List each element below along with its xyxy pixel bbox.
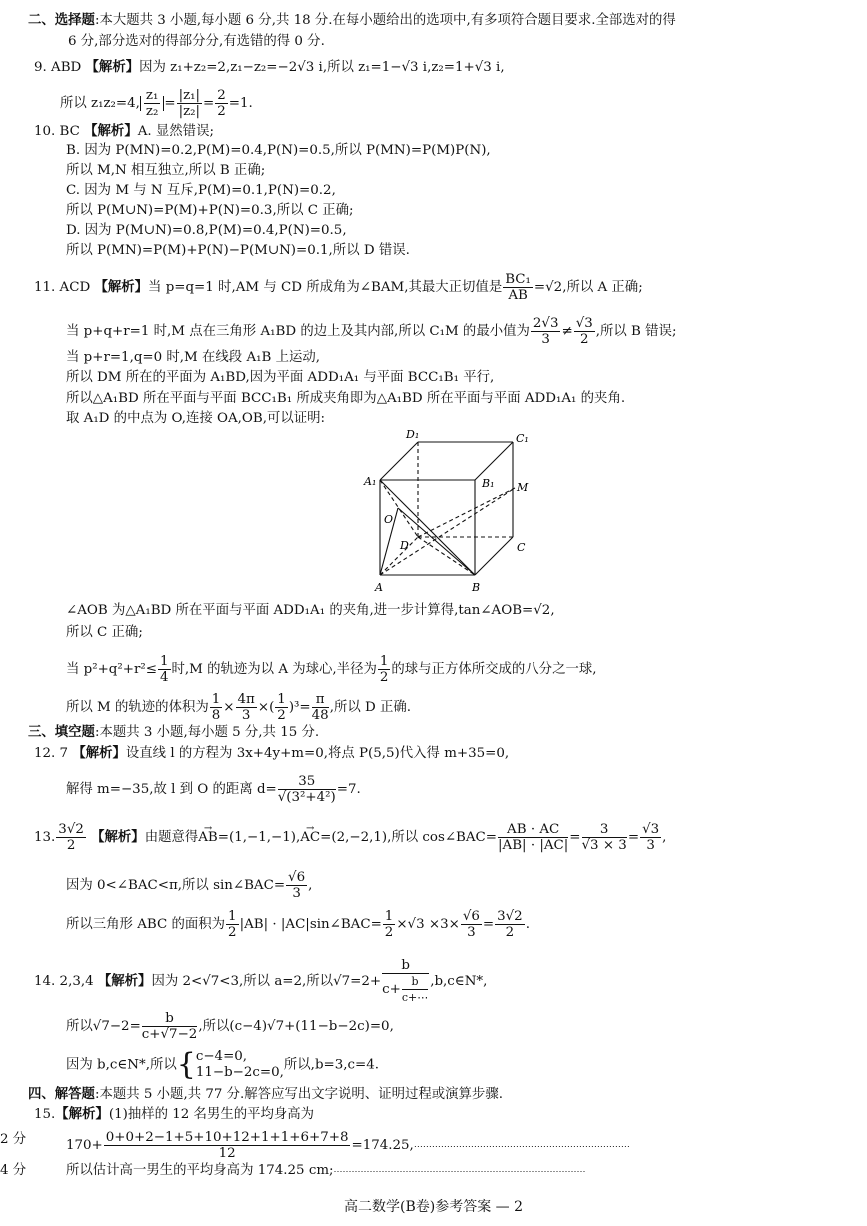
q11-line-2: 当 p+q+r=1 时,M 点在三角形 A₁BD 的边上及其内部,所以 C₁M 的最小值为 $\frac{2√3}{3}$ ≠ $\frac{√3}{2}$ ,所以 B 错误; <box>66 316 677 347</box>
section-2-desc: 6 分,部分选对的得部分分,有选错的得 0 分. <box>68 34 325 49</box>
label-a: A <box>375 581 383 594</box>
label-m: M <box>517 481 529 494</box>
q15-line-3: 所以估计高一男生的平均身高为 174.25 cm;⋯⋯⋯⋯⋯⋯⋯⋯⋯⋯⋯⋯⋯⋯⋯⋯⋯⋯⋯⋯⋯⋯⋯⋯⋯⋯⋯⋯ <box>66 1163 586 1178</box>
q15-score-1: 2 分 <box>0 1132 27 1147</box>
q12-line-2: 解得 m=−35,故 l 到 O 的距离 d= $\frac{35}{\text{√(3²+4²)}}$ =7. <box>66 774 361 805</box>
label-c1: C₁ <box>516 432 529 445</box>
label-c: C <box>517 541 526 554</box>
q13-line-3: 所以三角形 ABC 的面积为 $\frac{1}{2}$ |AB| · |AC|sin∠BAC= $\frac{1}{2}$ ×√3 ×3× $\frac{√6}{3}$ = $\frac{3√2}{2}$ . <box>66 909 530 940</box>
cube-figure <box>360 425 540 597</box>
q13-line-2: 因为 0<∠BAC<π,所以 sin∠BAC= $\frac{√6}{3}$ , <box>66 870 313 901</box>
q11-line-3: 当 p+r=1,q=0 时,M 在线段 A₁B 上运动, <box>66 350 321 365</box>
edge-a1-d1 <box>380 442 418 480</box>
q10-line-4: C. 因为 M 与 N 互斥,P(M)=0.1,P(N)=0.2, <box>66 183 336 198</box>
q10-line-1: 10. BC 【解析】A. 显然错误; <box>34 123 214 139</box>
q12-line-1: 12. 7 【解析】设直线 l 的方程为 3x+4y+m=0,将点 P(5,5)代入得 m+35=0, <box>34 745 510 761</box>
label-a1: A₁ <box>364 475 377 488</box>
q15-line-2: 170+ $\frac{0+0+2-1+5+10+12+1+1+6+7+8}{12}$ =174.25,⋯⋯⋯⋯⋯⋯⋯⋯⋯⋯⋯⋯⋯⋯⋯⋯⋯⋯⋯⋯⋯⋯⋯⋯ <box>66 1130 630 1161</box>
label-b1: B₁ <box>482 477 495 490</box>
section-2-header: 二、选择题:本大题共 3 小题,每小题 6 分,共 18 分.在每小题给出的选项中,有多项符合题目要求.全部选对的得 <box>28 12 676 28</box>
edge-a-d <box>380 537 418 575</box>
q10-line-7: 所以 P(MN)=P(M)+P(N)−P(M∪N)=0.1,所以 D 错误. <box>66 243 410 258</box>
q14-line-2: 所以√7−2= $\frac{b}{c+√7-2}$ ,所以(c−4)√7+(11−b−2c)=0, <box>66 1011 394 1042</box>
q11-line-5: 所以△A₁BD 所在平面与平面 BCC₁B₁ 所成夹角即为△A₁BD 所在平面与平面 ADD₁A₁ 的夹角. <box>66 391 626 406</box>
section-3-header: 三、填空题:本题共 3 小题,每小题 5 分,共 15 分. <box>28 724 320 740</box>
q11-line-6: 取 A₁D 的中点为 O,连接 OA,OB,可以证明: <box>66 411 326 426</box>
line-a-m <box>380 488 515 575</box>
q10-line-5: 所以 P(M∪N)=P(M)+P(N)=0.3,所以 C 正确; <box>66 203 354 218</box>
line-d-m <box>418 488 515 537</box>
q10-line-3: 所以 M,N 相互独立,所以 B 正确; <box>66 163 266 178</box>
label-d1: D₁ <box>406 428 420 441</box>
edge-d-b <box>418 537 475 575</box>
q14-line-3: 因为 b,c∈N*,所以{ c−4=0, 11−b−2c=0, 所以,b=3,c=4. <box>66 1047 380 1082</box>
line-o-b <box>398 508 475 575</box>
q11-line-1: 11. ACD 【解析】当 p=q=1 时,AM 与 CD 所成角为∠BAM,其最大正切值是 $\frac{\text{BC₁}}{AB}$ =√2,所以 A 正确; <box>34 272 643 303</box>
q9-line-1: 9. ABD 【解析】因为 z₁+z₂=2,z₁−z₂=−2√3 i,所以 z₁=1−√3 i,z₂=1+√3 i, <box>34 59 505 75</box>
edge-b-c <box>475 537 513 575</box>
q11-line-10: 所以 M 的轨迹的体积为 $\frac{1}{8}$ × $\frac{4\pi}{3}$ ×( $\frac{1}{2}$ )³= $\frac{\pi}{48}$ ,所以 D 正确. <box>66 692 412 723</box>
q10-line-2: B. 因为 P(MN)=0.2,P(M)=0.4,P(N)=0.5,所以 P(MN)=P(M)P(N), <box>66 143 491 158</box>
label-b: B <box>472 581 481 594</box>
edge-b1-c1 <box>475 442 513 480</box>
q11-line-4: 所以 DM 所在的平面为 A₁BD,因为平面 ADD₁A₁ 与平面 BCC₁B₁ 平行, <box>66 370 495 385</box>
q11-line-9: 当 p²+q²+r²≤ $\frac{1}{4}$ 时,M 的轨迹为以 A 为球心,半径为 $\frac{1}{2}$ 的球与正方体所交成的八分之一球, <box>66 654 597 685</box>
q11-line-7: ∠AOB 为△A₁BD 所在平面与平面 ADD₁A₁ 的夹角,进一步计算得,tan∠AOB=√2, <box>66 603 555 618</box>
line-a1-b <box>380 480 475 575</box>
q13-line-1: 13. $\frac{3√2}{2}$ 【解析】由题意得→ AB=(1,−1,−1),→ AC=(2,−2,1),所以 cos∠BAC= $\frac{AB \cdot AC}{|AB| \cdot |AC|}$ = $\frac{3}{√3 \times 3}$ = $\frac{√3}{3}$ , <box>34 822 666 853</box>
q11-line-8: 所以 C 正确; <box>66 625 143 640</box>
q10-line-6: D. 因为 P(M∪N)=0.8,P(M)=0.4,P(N)=0.5, <box>66 223 347 238</box>
section-4-header: 四、解答题:本题共 5 小题,共 77 分.解答应写出文字说明、证明过程或演算步骤. <box>28 1086 503 1102</box>
q15-line-1: 15.【解析】(1)抽样的 12 名男生的平均身高为 <box>34 1106 315 1122</box>
label-o: O <box>384 513 394 526</box>
q14-line-1: 14. 2,3,4 【解析】因为 2<√7<3,所以 a=2,所以√7=2+ b c+ $\frac{b}{c+\cdots}$ ,b,c∈N*, <box>34 958 488 1004</box>
page-footer: 高二数学(B卷)参考答案 — 2 <box>343 1199 524 1215</box>
q9-line-2: 所以 z₁z₂=4, $\frac{\text{z₁}}{\text{z₂}}$ = $\frac{\text{|z₁|}}{\text{|z₂|}}$ = $\frac{2}{2}$ =1. <box>60 88 253 119</box>
label-d: D <box>400 539 409 552</box>
q15-score-2: 4 分 <box>0 1163 27 1178</box>
